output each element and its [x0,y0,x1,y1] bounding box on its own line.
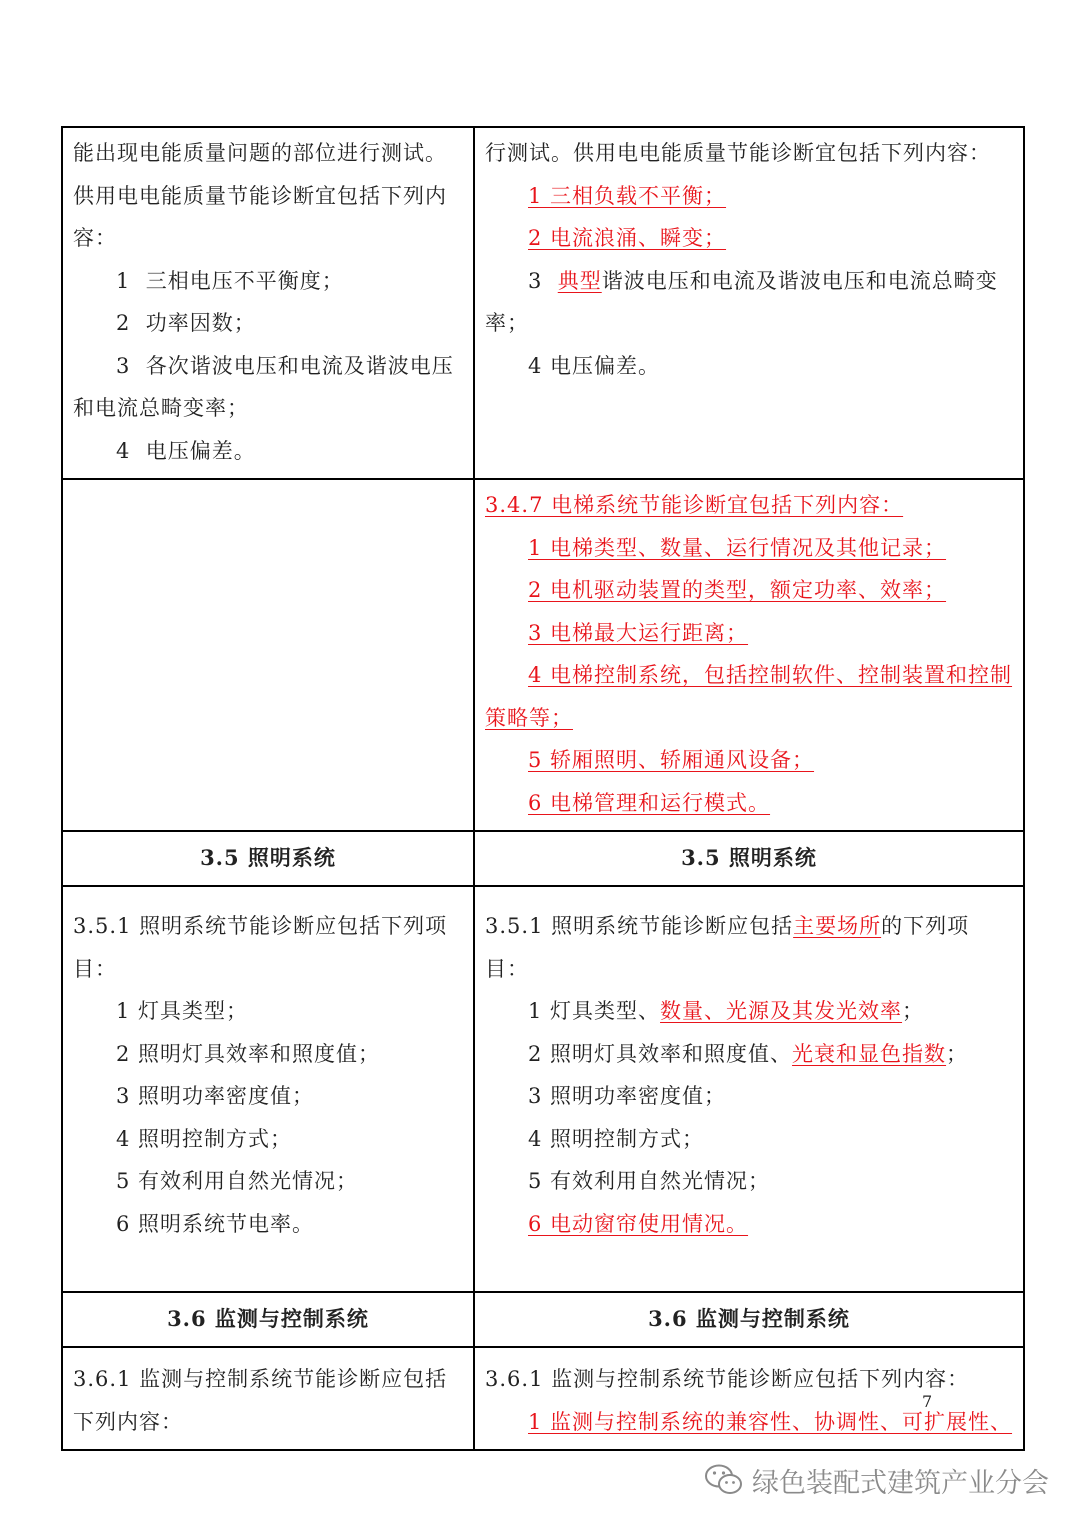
left-cell-power-quality [62,127,474,479]
section-heading-347: 3.4.7 电梯系统节能诊断宜包括下列内容： [485,493,904,517]
list-item: 5 有效利用自然光情况； [528,1169,771,1193]
list-item: 4 电压偏差。 [528,353,661,378]
list-item [485,1401,1013,1444]
list-item: 6 电梯管理和运行模式。 [528,790,771,815]
left-cell-empty [62,479,474,831]
revision-text: 主要场所 [793,914,882,938]
revision-text: 6 电动窗帘使用情况。 [528,1211,749,1236]
revision-text: 1 三相负载不平衡； [528,183,727,208]
list-item: 1 电梯类型、数量、运行情况及其他记录； [528,535,947,560]
wechat-icon [704,1463,744,1497]
list-item: 6 照明系统节电率。 [116,1211,315,1236]
table-row [62,479,1024,831]
list-item: 1 灯具类型、数量、光源及其发光效率； [528,999,925,1023]
watermark [704,1460,1049,1500]
list-item: 4 照明控制方式； [528,1126,705,1151]
list-item: 3 照明功率密度值； [528,1084,727,1108]
section-title-35-left: 3.5 照明系统 [62,831,474,886]
paragraph: 3.6.1 监测与控制系统节能诊断应包括下列内容： [73,1367,448,1434]
table-row [62,831,1024,886]
list-item: 2 照明灯具效率和照度值； [116,1041,381,1066]
section-title-35-right: 3.5 照明系统 [474,831,1024,886]
list-item: 4 照明控制方式； [116,1126,293,1151]
paragraph: 3.6.1 监测与控制系统节能诊断应包括下列内容： [485,1367,970,1391]
list-item: 4 电梯控制系统，包括控制软件、控制装置和控制策略等； [485,663,1013,730]
list-item [485,217,1013,260]
list-item: 2 功率因数； [116,311,256,335]
list-item: 5 轿厢照明、轿厢通风设备； [528,748,815,772]
right-cell-lighting [474,886,1024,1292]
table-row [62,886,1024,1292]
watermark-text: 绿色装配式建筑产业分会 [752,1467,1049,1499]
list-item: 3 典型谐波电压和电流及谐波电压和电流总畸变率； [485,268,998,335]
revision-text: 光衰和显色指数 [792,1041,947,1066]
page-number: 7 [922,1392,933,1411]
paragraph: 行测试。供用电电能质量节能诊断宜包括下列内容： [485,141,991,165]
revision-text: 数量、光源及其发光效率 [660,999,903,1023]
section-title-36-right: 3.6 监测与控制系统 [474,1292,1024,1347]
list-item [485,1203,1013,1246]
paragraph: 3.5.1 照明系统节能诊断应包括下列项目： [73,914,448,981]
table-row [62,1292,1024,1347]
table-row [62,1347,1024,1450]
paragraph: 3.5.1 照明系统节能诊断应包括主要场所的下列项目： [485,914,970,981]
list-item: 2 电机驱动装置的类型，额定功率、效率； [528,578,947,602]
right-cell-elevator [474,479,1024,831]
left-cell-monitoring [62,1347,474,1450]
revision-text: 1 监测与控制系统的兼容性、协调性、可扩展性、 [528,1409,1013,1434]
section-title-36-left: 3.6 监测与控制系统 [62,1292,474,1347]
revision-text: 典型 [557,268,602,293]
list-item: 1 三相电压不平衡度； [116,268,344,293]
list-item: 2 照明灯具效率和照度值、光衰和显色指数； [528,1041,969,1066]
right-cell-power-quality [474,127,1024,479]
list-item: 1 灯具类型； [116,999,249,1023]
list-item: 3 各次谐波电压和电流及谐波电压和电流总畸变率； [73,353,454,420]
list-item: 5 有效利用自然光情况； [116,1169,359,1193]
table-row [62,127,1024,479]
list-item: 3 照明功率密度值； [116,1084,315,1108]
list-item [485,175,1013,218]
list-item: 3 电梯最大运行距离； [528,620,749,645]
list-item: 4 电压偏差。 [116,438,256,463]
paragraph: 能出现电能质量问题的部位进行测试。供用电电能质量节能诊断宜包括下列内容： [73,141,447,250]
comparison-table [61,126,1025,1451]
revision-text: 2 电流浪涌、瞬变； [528,226,727,250]
left-cell-lighting [62,886,474,1292]
right-cell-monitoring [474,1347,1024,1450]
